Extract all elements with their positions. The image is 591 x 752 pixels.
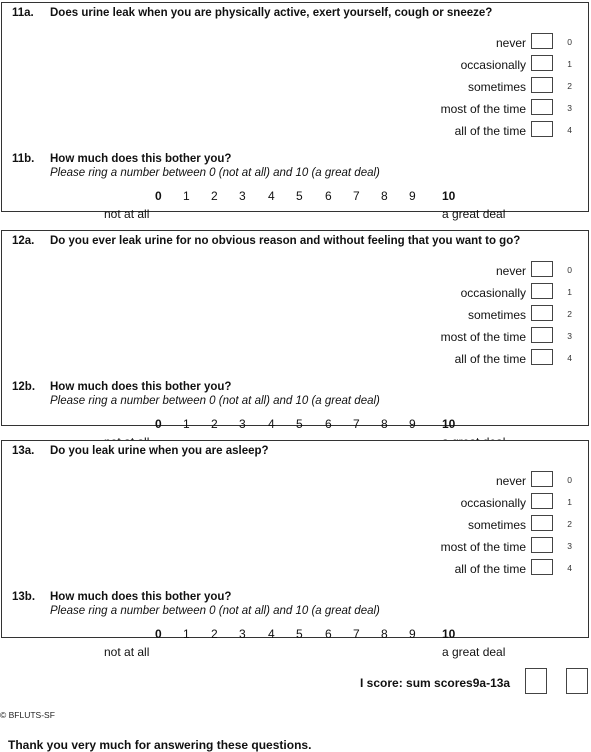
answer-checkbox[interactable]: [531, 327, 553, 343]
question-number-a: 12a.: [12, 235, 35, 247]
question-text-a: Does urine leak when you are physically active, exert yourself, cough or sneeze?: [50, 7, 493, 19]
rating-number[interactable]: 6: [325, 189, 332, 203]
rating-number[interactable]: 7: [353, 417, 360, 431]
rating-number[interactable]: 8: [381, 417, 388, 431]
question-block: [1, 2, 589, 221]
answer-option: [356, 559, 572, 579]
answer-checkbox[interactable]: [531, 471, 553, 487]
scale-low-label: not at all: [104, 645, 150, 659]
question-text-b: How much does this bother you?: [50, 381, 232, 393]
answer-score-code: 4: [567, 563, 572, 573]
rating-number[interactable]: 4: [268, 627, 275, 641]
rating-number[interactable]: 2: [211, 627, 218, 641]
answer-score-code: 1: [567, 287, 572, 297]
answer-checkbox[interactable]: [531, 33, 553, 49]
answer-option: [356, 537, 572, 557]
answer-checkbox[interactable]: [531, 261, 553, 277]
answer-checkbox[interactable]: [531, 99, 553, 115]
rating-scale: [2, 417, 588, 433]
rating-number[interactable]: 5: [296, 189, 303, 203]
score-box-tens[interactable]: [525, 668, 547, 694]
question-text-b: How much does this bother you?: [50, 591, 232, 603]
rating-number[interactable]: 3: [239, 627, 246, 641]
rating-number[interactable]: 8: [381, 627, 388, 641]
answer-option: [356, 55, 572, 75]
answer-checkbox[interactable]: [531, 77, 553, 93]
answer-option-label: sometimes: [467, 308, 526, 322]
question-block: [1, 440, 589, 659]
thank-you-text: Thank you very much for answering these questions.: [8, 738, 312, 752]
rating-number[interactable]: 5: [296, 627, 303, 641]
answer-option-label: occasionally: [460, 58, 526, 72]
answer-option-label: sometimes: [467, 518, 526, 532]
answer-option: [356, 471, 572, 491]
answer-option: [356, 77, 572, 97]
answer-checkbox[interactable]: [531, 55, 553, 71]
rating-number[interactable]: 1: [183, 627, 190, 641]
answer-option-label: most of the time: [440, 330, 526, 344]
answer-option: [356, 305, 572, 325]
answer-score-code: 4: [567, 125, 572, 135]
rating-number[interactable]: 0: [155, 417, 162, 431]
question-text-a: Do you leak urine when you are asleep?: [50, 445, 269, 457]
answer-option: [356, 283, 572, 303]
copyright-notice: © BFLUTS-SF: [0, 710, 55, 720]
answer-score-code: 1: [567, 59, 572, 69]
rating-number[interactable]: 8: [381, 189, 388, 203]
answer-checkbox[interactable]: [531, 349, 553, 365]
answer-option: [356, 493, 572, 513]
rating-number[interactable]: 0: [155, 189, 162, 203]
answer-score-code: 3: [567, 103, 572, 113]
rating-number[interactable]: 3: [239, 189, 246, 203]
rating-number[interactable]: 2: [211, 189, 218, 203]
answer-score-code: 0: [567, 265, 572, 275]
answer-checkbox[interactable]: [531, 559, 553, 575]
answer-option-label: most of the time: [440, 540, 526, 554]
rating-number[interactable]: 10: [442, 189, 456, 203]
score-box-units[interactable]: [566, 668, 588, 694]
question-number-a: 13a.: [12, 445, 35, 457]
answer-score-code: 4: [567, 353, 572, 363]
question-text-a: Do you ever leak urine for no obvious reason and without feeling that you want to go?: [50, 235, 521, 247]
answer-option-label: sometimes: [467, 80, 526, 94]
rating-number[interactable]: 9: [409, 189, 416, 203]
rating-number[interactable]: 1: [183, 189, 190, 203]
rating-number[interactable]: 6: [325, 417, 332, 431]
answer-option-label: occasionally: [460, 286, 526, 300]
answer-checkbox[interactable]: [531, 305, 553, 321]
question-number-b: 11b.: [12, 153, 35, 165]
answer-checkbox[interactable]: [531, 283, 553, 299]
answer-score-code: 0: [567, 475, 572, 485]
rating-number[interactable]: 10: [442, 627, 456, 641]
answer-option: [356, 99, 572, 119]
scale-low-label: not at all: [104, 207, 150, 221]
rating-number[interactable]: 0: [155, 627, 162, 641]
question-block: [1, 230, 589, 431]
rating-number[interactable]: 4: [268, 417, 275, 431]
answer-option-label: all of the time: [454, 352, 526, 366]
answer-option-label: occasionally: [460, 496, 526, 510]
rating-number[interactable]: 9: [409, 627, 416, 641]
answer-score-code: 2: [567, 309, 572, 319]
answer-option-label: never: [495, 474, 526, 488]
rating-number[interactable]: 5: [296, 417, 303, 431]
answer-option: [356, 121, 572, 141]
rating-instruction: Please ring a number between 0 (not at all) and 10 (a great deal): [50, 605, 380, 617]
answer-checkbox[interactable]: [531, 493, 553, 509]
answer-score-code: 2: [567, 81, 572, 91]
answer-score-code: 0: [567, 37, 572, 47]
rating-number[interactable]: 7: [353, 627, 360, 641]
answer-score-code: 1: [567, 497, 572, 507]
rating-scale: [2, 189, 588, 205]
scale-high-label: a great deal: [442, 207, 506, 221]
answer-checkbox[interactable]: [531, 121, 553, 137]
answer-option-label: all of the time: [454, 562, 526, 576]
rating-scale: [2, 627, 588, 643]
answer-option: [356, 349, 572, 369]
answer-score-code: 2: [567, 519, 572, 529]
question-number-a: 11a.: [12, 7, 34, 19]
rating-number[interactable]: 1: [183, 417, 190, 431]
rating-number[interactable]: 3: [239, 417, 246, 431]
answer-option: [356, 261, 572, 281]
rating-number[interactable]: 2: [211, 417, 218, 431]
rating-number[interactable]: 4: [268, 189, 275, 203]
answer-option-label: most of the time: [440, 102, 526, 116]
answer-option: [356, 515, 572, 535]
answer-option-label: never: [495, 36, 526, 50]
rating-instruction: Please ring a number between 0 (not at all) and 10 (a great deal): [50, 395, 380, 407]
answer-option: [356, 327, 572, 347]
rating-number[interactable]: 7: [353, 189, 360, 203]
question-number-b: 13b.: [12, 591, 36, 603]
question-text-b: How much does this bother you?: [50, 153, 232, 165]
answer-option: [356, 33, 572, 53]
answer-option-label: all of the time: [454, 124, 526, 138]
score-label: I score: sum scores9a-13a: [360, 676, 511, 690]
answer-score-code: 3: [567, 331, 572, 341]
rating-number[interactable]: 10: [442, 417, 456, 431]
answer-score-code: 3: [567, 541, 572, 551]
answer-option-label: never: [495, 264, 526, 278]
scale-high-label: a great deal: [442, 645, 506, 659]
answer-checkbox[interactable]: [531, 537, 553, 553]
rating-instruction: Please ring a number between 0 (not at all) and 10 (a great deal): [50, 167, 380, 179]
rating-number[interactable]: 9: [409, 417, 416, 431]
question-number-b: 12b.: [12, 381, 36, 393]
rating-number[interactable]: 6: [325, 627, 332, 641]
answer-checkbox[interactable]: [531, 515, 553, 531]
